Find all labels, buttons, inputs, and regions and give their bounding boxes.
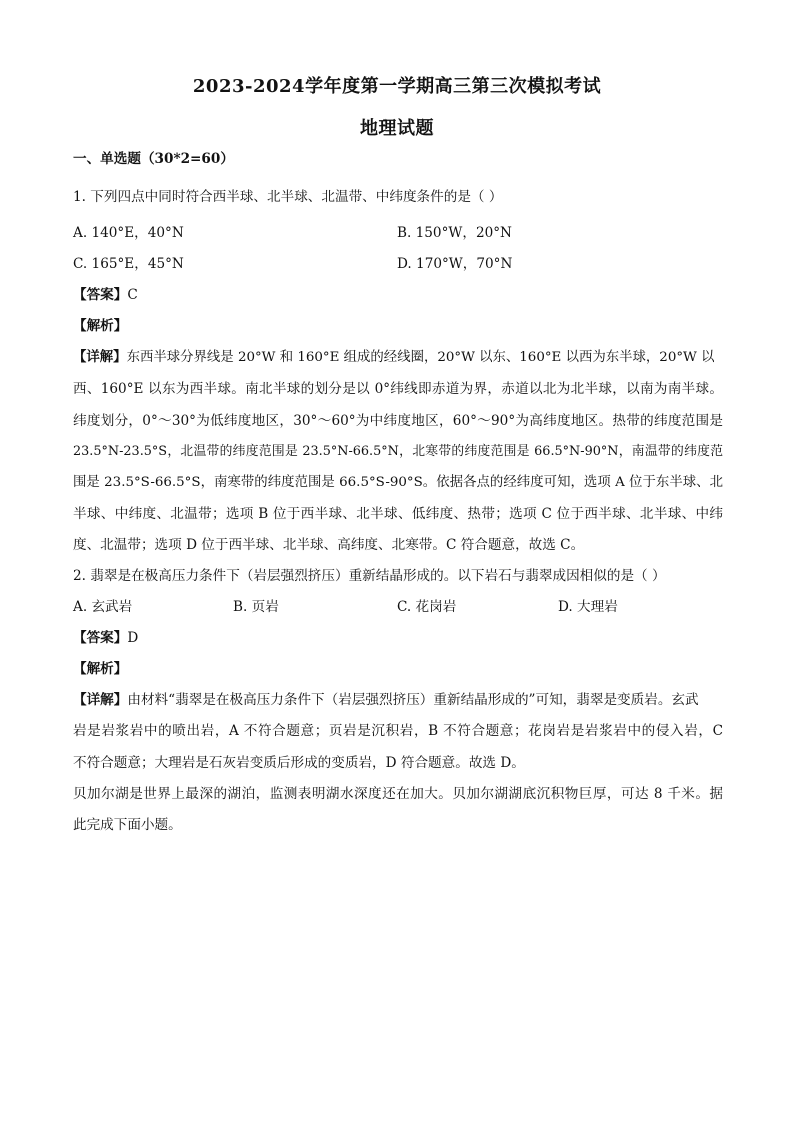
q2-answer-tag: 【答案】 — [73, 630, 128, 646]
q2-option-b: B. 页岩 — [233, 599, 279, 615]
q2-option-c: C. 花岗岩 — [397, 599, 457, 615]
q2-stem: 2. 翡翠是在极高压力条件下（岩层强烈挤压）重新结晶形成的。以下岩石与翡翠成因相似的是（ ） — [73, 568, 666, 584]
q1-answer: C — [127, 287, 138, 303]
q1-option-c: C. 165°E，45°N — [73, 256, 184, 272]
section-heading: 一、单选题（30*2=60） — [73, 151, 234, 167]
q1-answer-tag: 【答案】 — [73, 287, 128, 303]
q1-detail-line-5: 围是 23.5°S-66.5°S，南寒带的纬度范围是 66.5°S-90°S。依据各点的经纬度可知，选项 A 位于东半球、北 — [73, 475, 723, 490]
q2-option-d: D. 大理岩 — [558, 599, 618, 615]
exam-title: 2023-2024学年度第一学期高三第三次模拟考试 — [192, 76, 602, 97]
passage-line-1: 贝加尔湖是世界上最深的湖泊，监测表明湖水深度还在加大。贝加尔湖湖底沉积物巨厚，可达 8 千米。据 — [73, 786, 723, 802]
q2-detail-tag: 【详解】 — [73, 692, 128, 708]
q1-detail-line-6: 半球、中纬度、北温带；选项 B 位于西半球、北半球、低纬度、热带；选项 C 位于西半球、北半球、中纬 — [73, 506, 723, 522]
q1-detail-line-7: 度、北温带；选项 D 位于西半球、北半球、高纬度、北寒带。C 符合题意，故选 C。 — [73, 537, 585, 553]
q1-option-b: B. 150°W，20°N — [397, 225, 512, 241]
q2-answer-line — [73, 629, 723, 647]
q2-detail-text-1: 由材料“翡翠是在极高压力条件下（岩层强烈挤压）重新结晶形成的”可知，翡翠是变质岩。玄武 — [127, 692, 699, 708]
passage-line-2: 此完成下面小题。 — [73, 817, 182, 833]
q1-detail-tag: 【详解】 — [73, 349, 127, 365]
q1-analysis-tag: 【解析】 — [73, 318, 128, 334]
q1-detail-line-4: 23.5°N-23.5°S，北温带的纬度范围是 23.5°N-66.5°N，北寒带的纬度范围是 66.5°N-90°N，南温带的纬度范 — [73, 444, 723, 459]
q1-detail-line-1 — [73, 348, 723, 367]
q1-answer-line — [73, 286, 723, 304]
q2-detail-line-3: 不符合题意；大理岩是石灰岩变质后形成的变质岩，D 符合题意。故选 D。 — [73, 755, 525, 771]
q2-detail-line-1 — [73, 691, 723, 709]
q1-option-d: D. 170°W，70°N — [397, 256, 513, 272]
q1-detail-text-1: 东西半球分界线是 20°W 和 160°E 组成的经线圈，20°W 以东、160°E 以西为东半球，20°W 以 — [126, 350, 715, 365]
exam-subtitle: 地理试题 — [360, 118, 434, 139]
q2-analysis-tag: 【解析】 — [73, 661, 128, 677]
q2-detail-line-2: 岩是岩浆岩中的喷出岩，A 不符合题意；页岩是沉积岩，B 不符合题意；花岗岩是岩浆岩中的侵入岩，C — [73, 723, 723, 739]
q1-stem: 1. 下列四点中同时符合西半球、北半球、北温带、中纬度条件的是（ ） — [73, 189, 503, 205]
q1-detail-line-3: 纬度划分，0°～30°为低纬度地区，30°～60°为中纬度地区，60°～90°为高纬度地区。热带的纬度范围是 — [73, 413, 723, 429]
q2-answer: D — [127, 630, 139, 646]
q2-option-a: A. 玄武岩 — [73, 599, 133, 615]
q1-detail-line-2: 西、160°E 以东为西半球。南北半球的划分是以 0°纬线即赤道为界，赤道以北为北半球，以南为南半球。 — [73, 381, 723, 397]
q1-option-a: A. 140°E，40°N — [73, 225, 184, 241]
